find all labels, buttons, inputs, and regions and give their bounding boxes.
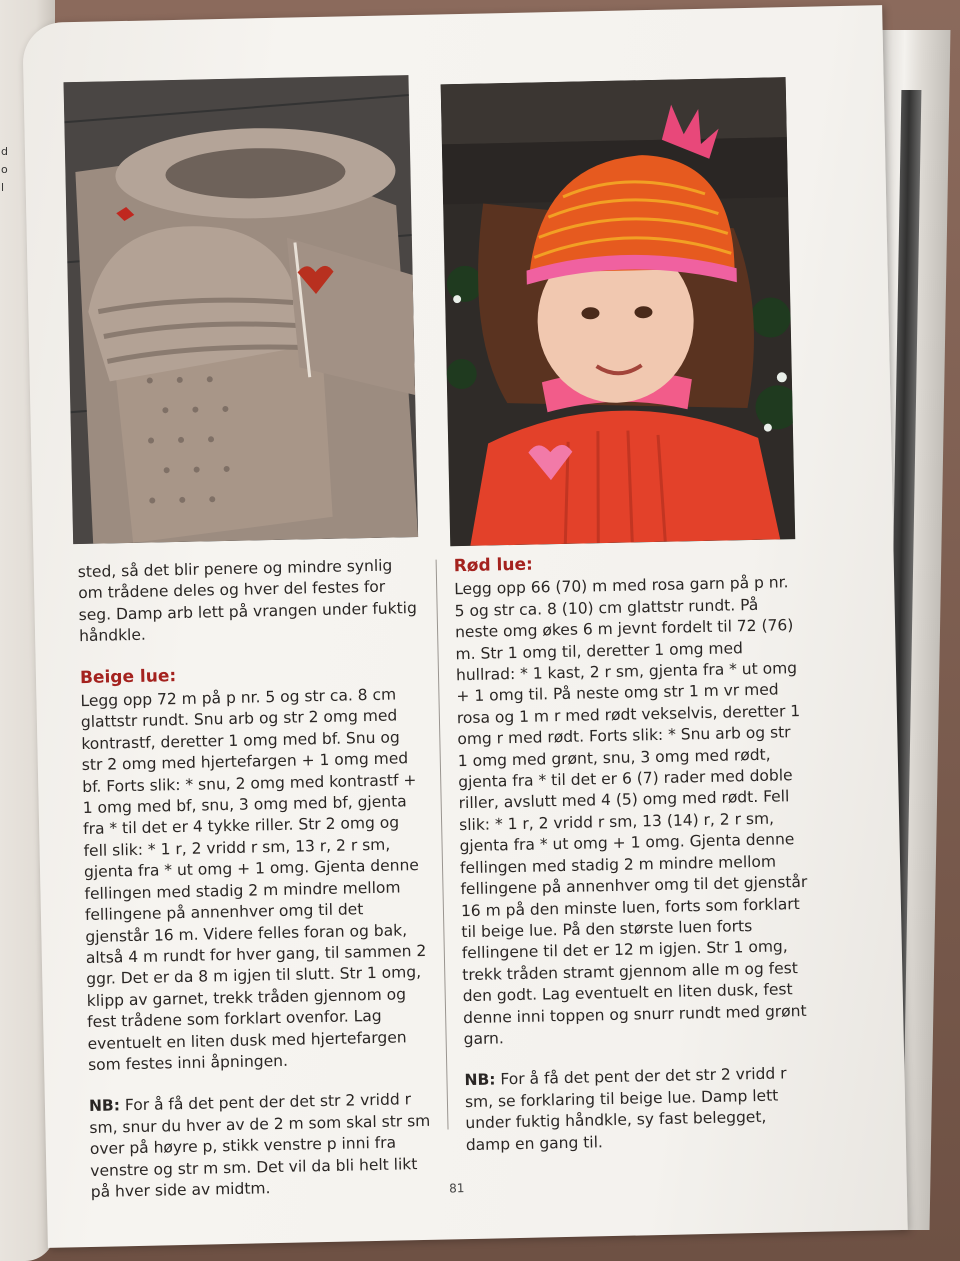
photo-red-hat-girl: [441, 77, 796, 546]
right-column: [454, 549, 815, 1176]
girl-illustration: [441, 77, 796, 546]
nb-text: For å få det pent der det str 2 vridd r sm, snur du hver av de 2 m som skal str sm over på høyre p, stikk venstre p inni fra venstre og str m sm. Det vil da bli helt likt på hver side av midtm.: [89, 1090, 431, 1201]
nb-label: NB:: [464, 1070, 496, 1090]
left-page-fragment: l: [1, 181, 5, 194]
beige-hat-note: [89, 1089, 433, 1203]
nb-text: For å få det pent der det str 2 vridd r sm, se forklaring til beige lue. Damp lett under fuktig håndkle, sy fast belegget, damp en gang til.: [464, 1064, 787, 1154]
red-hat-note: [464, 1063, 814, 1156]
page-number: 81: [448, 1181, 465, 1196]
left-column: [78, 555, 434, 1223]
book-page: [22, 5, 907, 1248]
photo-beige-knitwear: [64, 75, 419, 544]
beige-hat-instructions: Legg opp 72 m på p nr. 5 og str ca. 8 cm glattstr rundt. Snu arb og str 2 omg med kontrastf, deretter 1 omg med bf. Snu og str 2 omg med hjertefargen + 1 omg med bf. Forts slik: * snu, 2 omg med kontrastf + 1 omg med bf, snu, 3 omg med bf, gjenta fra * til det er 4 tykke riller. Str 2 omg og fell slik: * 1 r, 2 vridd r sm, 13 r, 2 r sm, gjenta fra * ut omg + 1 omg. Gjenta denne fellingen med stadig 2 m mindre mellom fellingene på annenhver omg til det gjenstår 16 m. Videre felles foran og bak, altså 4 m rundt for hver gang, til sammen 2 ggr. Det er da 8 m igjen til slutt. Str 1 omg, klipp av garnet, trekk tråden gjennom og fest trådene som forklart ovenfor. Lag eventuelt en liten dusk med hjertefargen som festes inni åpningen.: [80, 685, 427, 1074]
column-divider: [436, 560, 449, 1130]
left-page-fragment: d: [1, 145, 8, 158]
nb-label: NB:: [88, 1096, 121, 1116]
knitwear-illustration: [64, 75, 419, 544]
left-page-fragment: o: [1, 163, 8, 176]
heading-red-hat: Rød lue:: [453, 554, 534, 577]
intro-paragraph: sted, så det blir penere og mindre synlig om trådene deles og hver del festes for seg. Damp arb lett på vrangen under fuktig håndkle.: [77, 556, 418, 646]
heading-beige-hat: Beige lue:: [79, 665, 177, 688]
red-hat-instructions: Legg opp 66 (70) m med rosa garn på p nr. 5 og str ca. 8 (10) cm glattstr rundt. På neste omg økes 6 m jevnt fordelt til 72 (76) m. Str 1 omg til, deretter 1 omg med hullrad: * 1 kast, 2 r sm, gjenta fra * ut omg + 1 omg til. På neste omg str 1 m vr med rosa og 1 m r med rødt vekselvis, deretter 1 omg r med rødt. Forts slik: * Snu arb og str 1 omg med grønt, snu, 3 omg med rødt, gjenta fra * til det er 6 (7) rader med doble riller, avslutt med 4 (5) omg med rødt. Fell slik: * 1 r, 2 vridd r sm, 13 (14) r, 2 r sm, gjenta fra * ut omg + 1 omg. Gjenta denne fellingen med stadig 2 m mindre mellom fellingene på annenhver omg til det gjenstår 16 m på den minste luen, forts som forklart til beige lue. På den største luen forts fellingene til det er 12 m igjen. Str 1 omg, trekk tråden stramt gjennom alle m og fest den godt. Lag eventuelt en liten dusk, fest denne inni toppen og snurr rundt med grønt garn.: [454, 573, 808, 1049]
